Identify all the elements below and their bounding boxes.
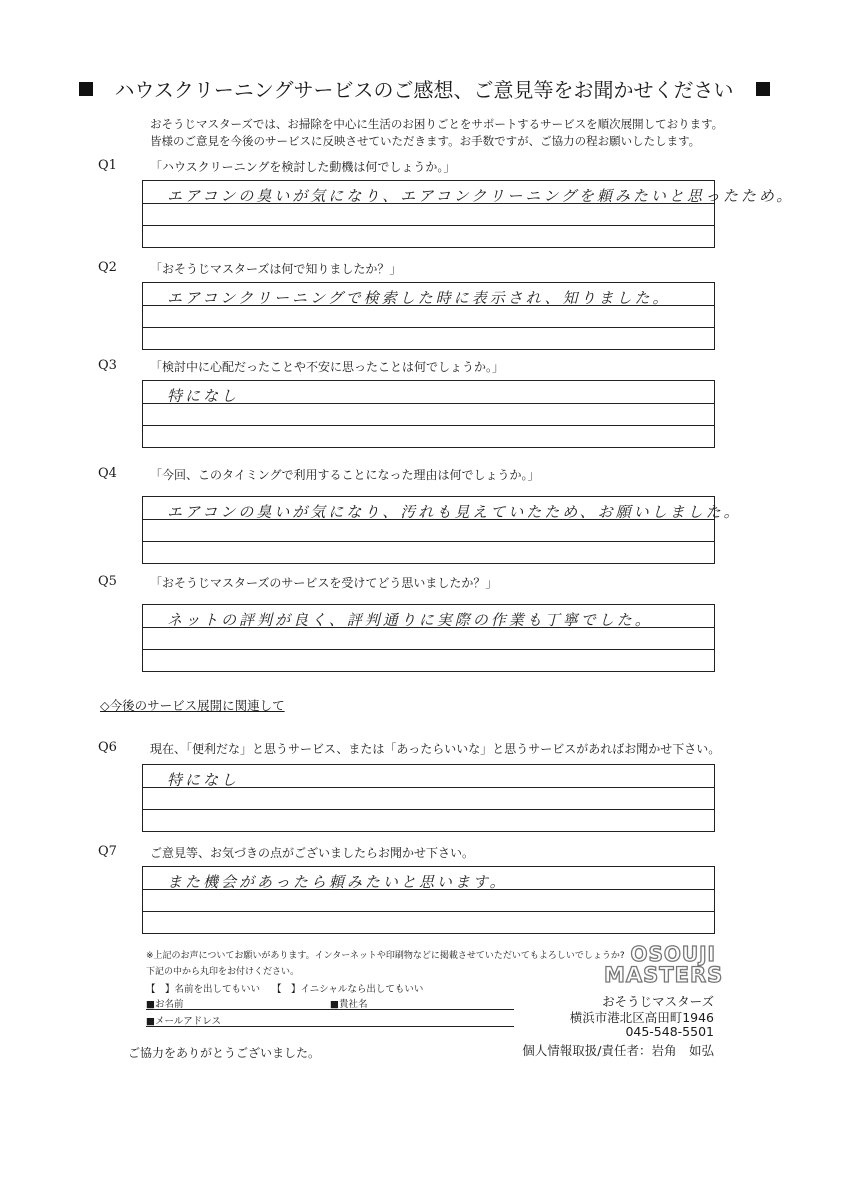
name-field-label: ■お名前 [146,999,184,1010]
handwritten-answer: 特になし [167,387,240,405]
handwritten-answer: エアコンの臭いが気になり、エアコンクリーニングを頼みたいと思ったため。 [167,187,795,205]
handwritten-answer: エアコンクリーニングで検索した時に表示され、知りました。 [167,289,671,307]
square-bullet-icon [79,82,93,96]
answer-box [142,180,795,248]
answer-box [142,604,715,672]
company-logo: OSOUJI MASTERS [604,942,724,987]
answer-box [142,866,715,934]
question-number: Q5 [98,574,117,589]
company-phone: 045-548-5501 [625,1024,714,1039]
question-number: Q6 [98,740,117,755]
name-company-underline [146,1009,514,1010]
handwritten-answer: ネットの評判が良く、評判通りに実際の作業も丁寧でした。 [167,611,653,629]
email-field-label: ■メールアドレス [146,1016,222,1027]
answer-box [142,282,715,350]
question-text: 「ハウスクリーニングを検討した動機は何でしょうか。」 [150,160,456,174]
question-text: 「検討中に心配だったことや不安に思ったことは何でしょうか。」 [150,360,505,374]
option-initial-ok[interactable]: 【 】イニシャルなら出してもいい [272,984,424,995]
question-text: 現在、「便利だな」と思うサービス、または「あったらいいな」と思うサービスがあればお聞かせ下さい。 [150,742,721,756]
handwritten-answer: エアコンの臭いが気になり、汚れも見えていたため、お願いしました。 [167,503,742,521]
question-text: 「おそうじマスターズのサービスを受けてどう思いましたか？」 [150,576,498,590]
page-title: ハウスクリーニングサービスのご感想、ご意見等をお聞かせください [0,74,848,103]
company-field-label: ■貴社名 [330,999,368,1010]
square-bullet-icon [756,82,770,96]
question-text: 「おそうじマスターズは何で知りましたか？」 [150,262,402,276]
answer-box [142,380,715,448]
company-address: 横浜市港北区高田町1946 [569,1010,714,1025]
publication-instruction: 下記の中から丸印をお付けください。 [146,967,300,977]
question-number: Q1 [98,158,117,173]
thanks-text: ご協力をありがとうございました。 [128,1046,321,1060]
answer-box [142,496,742,564]
question-number: Q3 [98,358,117,373]
question-text: 「今回、このタイミングで利用することになった理由は何でしょうか。」 [150,468,540,482]
email-underline [146,1026,514,1027]
company-name: おそうじマスターズ [602,994,714,1009]
privacy-officer: 個人情報取扱/責任者：岩角 如弘 [522,1043,714,1058]
publication-notice: ※上記のお声についてお願いがあります。インターネットや印刷物などに掲載させていただいてもよろしいでしょうか? [146,951,625,961]
question-number: Q7 [98,844,117,859]
intro-text: おそうじマスターズでは、お掃除を中心に生活のお困りごとをサポートするサービスを順次展開しております。 皆様のご意見を今後のサービスに反映させていただきます。お手数ですが、ご協力の程お願いしたします。 [150,117,724,148]
option-name-ok[interactable]: 【 】名前を出してもいい [146,984,261,995]
handwritten-answer: また機会があったら頼みたいと思います。 [167,873,508,891]
question-number: Q4 [98,466,117,481]
question-text: ご意見等、お気づきの点がございましたらお聞かせ下さい。 [150,846,475,860]
handwritten-answer: 特になし [167,771,240,789]
question-number: Q2 [98,260,117,275]
section-heading: ◇今後のサービス展開に関連して [100,698,285,713]
answer-box [142,764,715,832]
